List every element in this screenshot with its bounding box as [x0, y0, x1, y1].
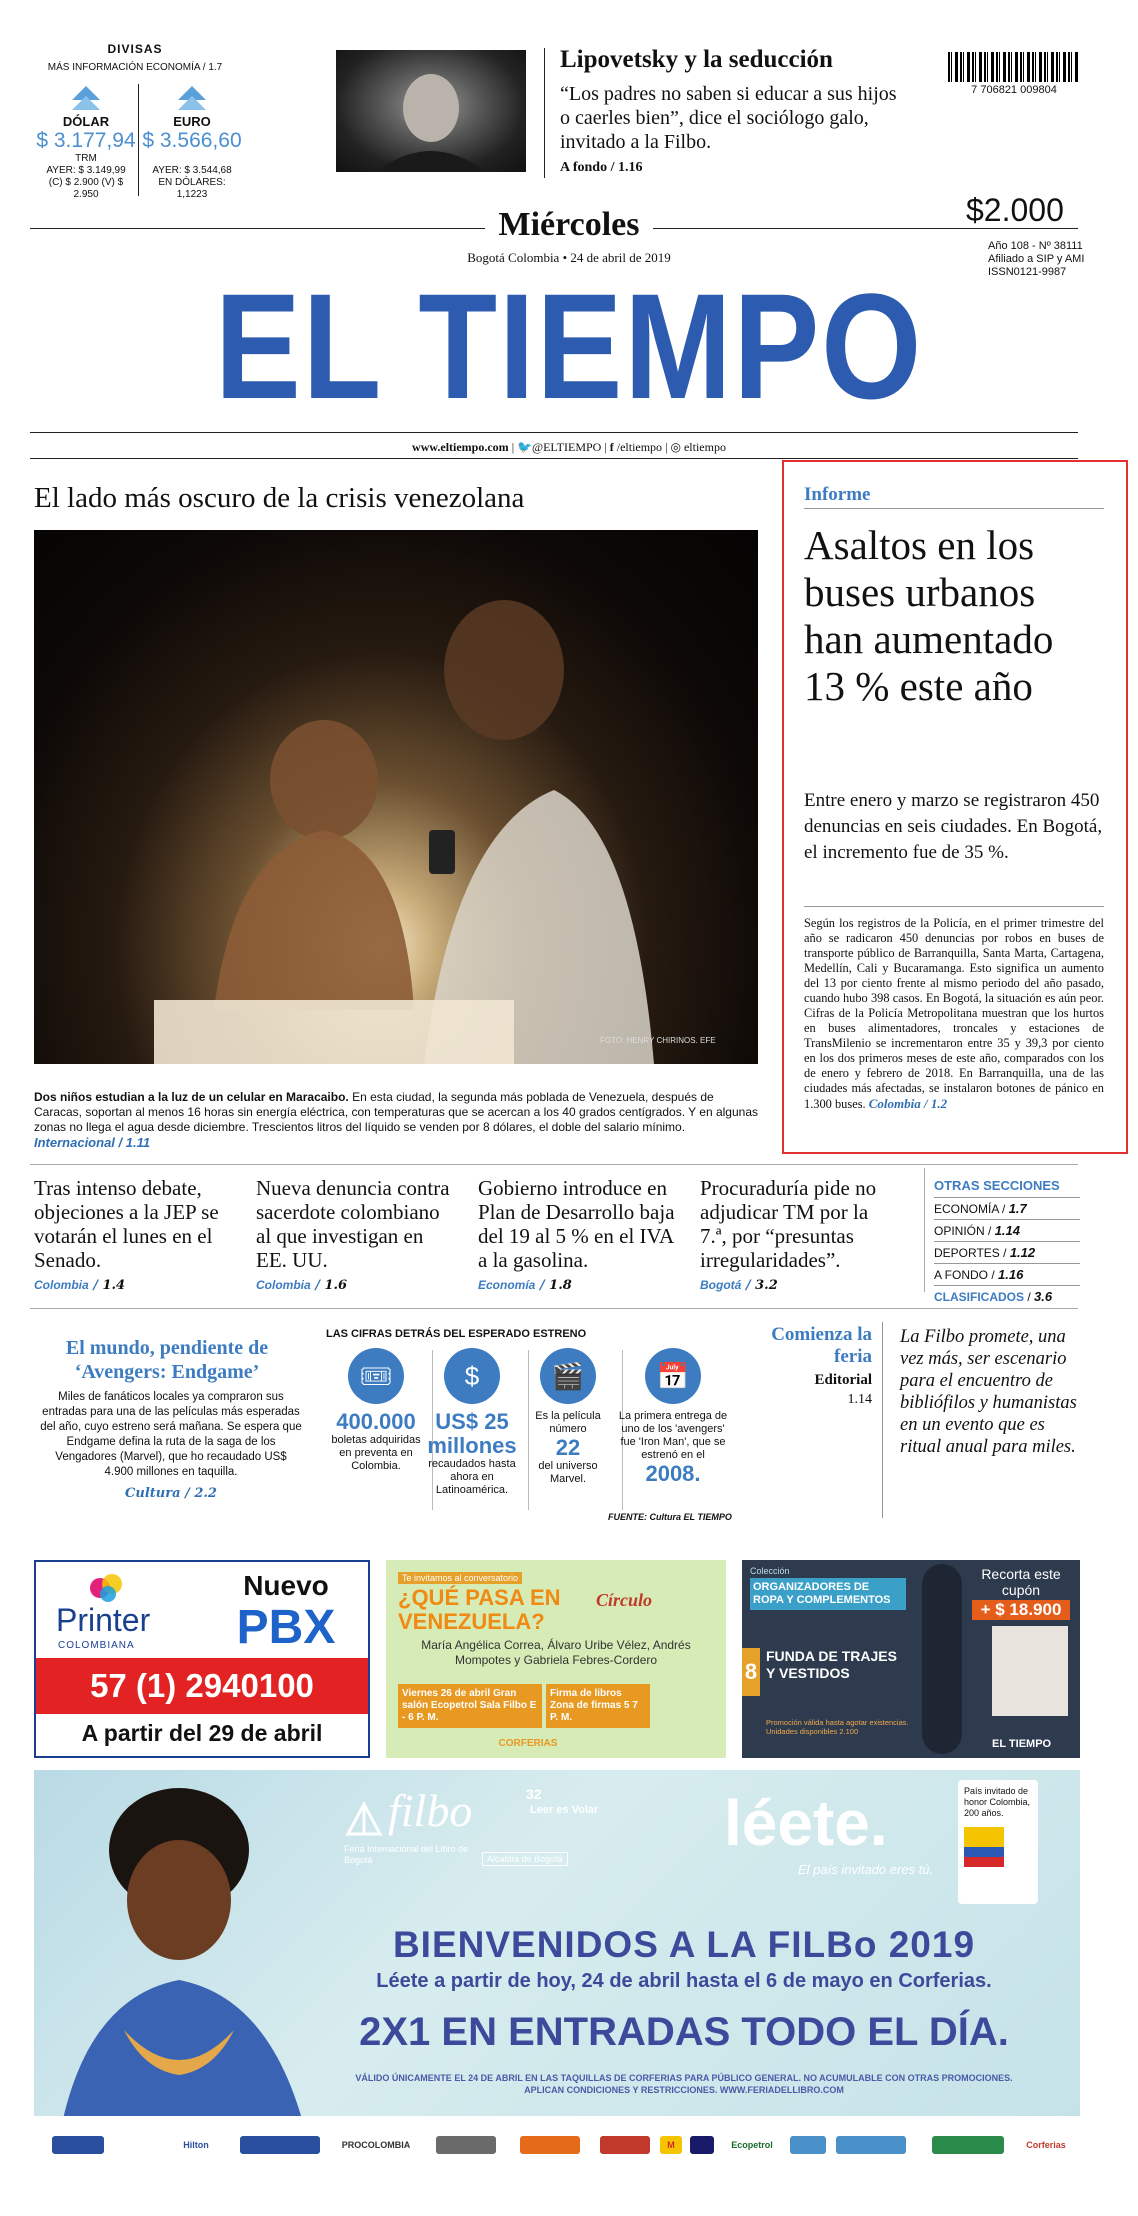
printer-nuevo: Nuevo: [243, 1570, 329, 1601]
coupon-top: Colección: [750, 1566, 790, 1576]
story-headline: Gobierno introduce en Plan de Desarrollo baja del 19 al 5 % en el IVA a la gasolina.: [478, 1176, 675, 1272]
dolar-value: $ 3.177,94: [36, 129, 136, 152]
dolar-block: [36, 86, 136, 201]
instagram-link[interactable]: eltiempo: [683, 440, 726, 454]
clapper-icon: 🎬: [540, 1348, 596, 1404]
money-icon: $: [444, 1348, 500, 1404]
filbo-leer: Leer es Volar: [530, 1804, 599, 1816]
otras-item-deportes[interactable]: DEPORTES / 1.12: [934, 1241, 1080, 1263]
venezuela-brand: Círculo: [596, 1590, 653, 1610]
up-arrow-icon: [36, 86, 136, 110]
otras-secciones: OTRAS SECCIONES ECONOMÍA / 1.7 OPINIÓN / 1.14 DEPORTES / 1.12 A FONDO / 1.16 CLASIFICADOS / 3.6: [934, 1178, 1080, 1307]
sponsor-logo: [836, 2136, 906, 2154]
editorial-label: Editorial: [814, 1372, 872, 1388]
informe-dek: Entre enero y marzo se registraron 450 denuncias en seis ciudades. En Bogotá, el incremento fue de 35 %.: [804, 790, 1103, 863]
teaser-quote: “Los padres no saben si educar a sus hijos o caerles bien”, dice el sociólogo galo, invitado a la Filbo.: [560, 83, 897, 153]
infographic-movie-number: 🎬 Es la película número 22 del universo Marvel.: [520, 1348, 616, 1486]
story-procuraduria[interactable]: Procuraduría pide no adjudicar TM por la 7.ª, por “presuntas irregularidades”. Bogotá / 3.2: [700, 1176, 900, 1293]
story-headline: Procuraduría pide no adjudicar TM por la 7.ª, por “presuntas irregularidades”.: [700, 1176, 877, 1272]
dolar-label: DÓLAR: [62, 114, 110, 129]
barcode-number: 7 706821 009804: [971, 84, 1057, 96]
euro-block: [142, 86, 242, 201]
lead-photo-credit: FOTO: HENRY CHIRINOS. EFE: [600, 1036, 716, 1045]
otras-item-clasificados[interactable]: CLASIFICADOS / 3.6: [934, 1285, 1080, 1307]
facebook-icon: f: [609, 440, 614, 454]
venezuela-invite: Te invitamos al conversatorio: [398, 1572, 522, 1584]
story-headline: Nueva denuncia contra sacerdote colombiano al que investigan en EE. UU.: [256, 1176, 450, 1272]
garment-bag-icon: [922, 1564, 962, 1754]
infographic-money: $ US$ 25 millones recaudados hasta ahora en Latinoamérica.: [422, 1348, 522, 1497]
sponsor-camara-comercio-logo: [932, 2136, 1004, 2154]
sponsor-logo: [690, 2136, 714, 2154]
sponsor-corferias: Corferias: [1016, 2136, 1076, 2154]
dolar-trm: TRM: [75, 153, 97, 164]
avengers-body: Miles de fanáticos locales ya compraron sus entradas para una de las películas más esperadas del año, cuyo estreno será mañana. Se espera que Endgame defina la ruta de la saga de los Vengadores (Marvel), que ho recaudado US$ 4.900 millones en taquilla.: [40, 1391, 302, 1478]
masthead-logo[interactable]: EL TIEMPO: [214, 262, 924, 430]
filbo-logo-icon: [344, 1798, 384, 1838]
instagram-icon: ◎: [670, 440, 681, 454]
up-arrow-icon: [142, 86, 242, 110]
twitter-link[interactable]: @ELTIEMPO: [532, 440, 602, 454]
filbo-h3: 2X1 EN ENTRADAS TODO EL DÍA.: [359, 2010, 1009, 2054]
masthead-day: Miércoles: [0, 206, 1138, 244]
otras-item-economia[interactable]: ECONOMÍA / 1.7: [934, 1197, 1080, 1219]
sponsor-logo: [600, 2136, 650, 2154]
sponsor-gov-logo-2: [240, 2136, 320, 2154]
filbo-wordmark: filbo: [388, 1785, 473, 1836]
lead-caption: Dos niños estudian a la luz de un celular en Maracaibo. En esta ciudad, la segunda más poblada de Venezuela, después de Caracas, soportan al menos 16 horas sin energía eléctrica, con temperaturas que se acercan a los 40 grados centígrados. Y en algunas zonas no llega el agua desde diciembre. Trescientos litros del líquido se venden por 8 dólares, el doble del salario mínimo. Internacional / 1.11: [34, 1090, 758, 1150]
coupon-number: 8: [742, 1648, 760, 1696]
venezuela-title: ¿QUÉ PASA EN VENEZUELA?: [398, 1585, 561, 1634]
filbo-fine-print: VÁLIDO ÚNICAMENTE EL 24 DE ABRIL EN LAS TAQUILLAS DE CORFERIAS PARA PÚBLICO GENERAL. NO ACUMULABLE CON OTRAS PROMOCIONES. APLICAN CONDICIONES Y RESTRICCIONES. WWW.FERIADELLIBRO.COM: [355, 2073, 1013, 2095]
story-headline: Tras intenso debate, objeciones a la JEP se votarán el lunes en el Senado.: [34, 1176, 219, 1272]
dolar-compra-venta: (C) $ 2.900 (V) $ 2.950: [48, 177, 124, 200]
sponsor-camara-logo: [436, 2136, 496, 2154]
story-iva[interactable]: Gobierno introduce en Plan de Desarrollo baja del 19 al 5 % en el IVA a la gasolina. Economía / 1.8: [478, 1176, 678, 1293]
informe-kicker: Informe: [804, 484, 871, 505]
twitter-icon: 🐦: [517, 440, 533, 454]
ad-filbo[interactable]: [34, 1770, 1080, 2172]
lead-headline[interactable]: El lado más oscuro de la crisis venezolana: [34, 482, 525, 514]
divisas-more: MÁS INFORMACIÓN ECONOMÍA / 1.7: [47, 62, 223, 73]
filbo-alcaldia: Alcaldía de Bogotá: [482, 1852, 568, 1866]
filbo-leete-sub: El país invitado eres tú.: [798, 1862, 934, 1877]
lead-ref[interactable]: Internacional / 1.11: [34, 1135, 151, 1150]
sponsor-logo: [790, 2136, 826, 2154]
sponsor-gov-logo: [52, 2136, 104, 2154]
coupon-price: + $ 18.900: [972, 1600, 1070, 1620]
filbo-h1: BIENVENIDOS A LA FILBo 2019: [392, 1924, 976, 1965]
euro-label: EURO: [173, 114, 211, 129]
filbo-model-illustration: [34, 1770, 334, 2172]
dolar-ayer: AYER: $ 3.149,99: [46, 165, 126, 176]
masthead-meta: Año 108 - Nº 38111 Afiliado a SIP y AMI ISSN0121-9987: [988, 240, 1085, 278]
filbo-feria: Feria Internacional del Libro de Bogotá: [344, 1844, 469, 1865]
sponsor-hilton: Hilton: [166, 2136, 226, 2154]
sponsor-logo: [520, 2136, 580, 2154]
masthead-date: Bogotá Colombia • 24 de abril de 2019: [467, 250, 671, 265]
avengers-headline[interactable]: El mundo, pendiente de ‘Avengers: Endgame’: [65, 1337, 269, 1383]
teaser-title[interactable]: Lipovetsky y la seducción: [560, 46, 833, 73]
coupon-promo: Promoción válida hasta agotar existencias. Unidades disponibles 2.100: [766, 1718, 909, 1736]
infographic-first-film: 📅 La primera entrega de uno de los 'avengers' fue 'Iron Man', que se estrenó en el 2008.: [618, 1348, 728, 1486]
venezuela-speakers: María Angélica Correa, Álvaro Uribe Vélez, Andrés Mompotes y Gabriela Febres-Cordero: [421, 1638, 691, 1667]
ad-coupon[interactable]: [742, 1560, 1080, 1758]
coupon-item: FUNDA DE TRAJES Y VESTIDOS: [766, 1648, 897, 1681]
mcdonalds-icon: M: [660, 2136, 682, 2154]
venezuela-firma: Firma de libros Zona de firmas 5 7 P. M.: [546, 1684, 650, 1728]
filbo-invitado-badge: País invitado de honor Colombia, 200 años.: [958, 1780, 1038, 1904]
printer-logo-icon: [86, 1572, 130, 1602]
avengers-ref[interactable]: Cultura / 2.2: [125, 1486, 217, 1501]
informe-ref[interactable]: Colombia / 1.2: [868, 1096, 948, 1111]
otras-item-afondo[interactable]: A FONDO / 1.16: [934, 1263, 1080, 1285]
children-studying-illustration: [34, 530, 758, 1064]
lead-photo: [34, 530, 758, 1064]
venezuela-venue: CORFERIAS: [498, 1738, 558, 1749]
informe-body: Según los registros de la Policía, en el primer trimestre del año se radicaron 450 denuncias por robos en buses de transporte público de Barranquilla, Santa Marta, Cartagena, Medellín, Cali y Bucaramanga. Esto significa un aumento del 13 por ciento frente al mismo periodo del año pasado, cuando hubo 398 casos. En Bogotá, la situación es aún peor. Cifras de la Policía Metropolitana muestran que los hurtos en buses alimentadores, troncales y estaciones de TransMilenio se incrementaron entre 35 y 39,3 por ciento en los dos primeros meses de este año, comparados con los de enero y febrero de 2018. En Barranquilla, una de las ciudades más afectadas, se instalaron botones de pánico en 1.300 buses. Colombia / 1.2: [804, 916, 1104, 1111]
informe-headline[interactable]: Asaltos en los buses urbanos han aumentado 13 % este año: [804, 522, 1054, 709]
filbo-leete: léete.: [724, 1787, 888, 1859]
coupon-brand: EL TIEMPO: [992, 1738, 1052, 1750]
facebook-link[interactable]: /eltiempo: [616, 440, 663, 454]
filbo-h2: Léete a partir de hoy, 24 de abril hasta el 6 de mayo en Corferias.: [376, 1970, 992, 1992]
website-link[interactable]: www.eltiempo.com: [412, 440, 509, 454]
infographic-tickets: 🎟 400.000 boletas adquiridas en preventa en Colombia.: [326, 1348, 426, 1473]
euro-value: $ 3.566,60: [142, 129, 242, 152]
portrait-silhouette: [336, 50, 526, 172]
calendar-icon: 📅: [645, 1348, 701, 1404]
editorial-text: La Filbo promete, una vez más, ser escenario para el encuentro de bibliófilos y humanistas en un evento que es ritual anual para miles.: [900, 1327, 1077, 1457]
coupon-title: ORGANIZADORES DE ROPA Y COMPLEMENTOS: [750, 1578, 906, 1610]
coupon-product-image: [992, 1626, 1068, 1716]
printer-pbx: PBX: [236, 1601, 336, 1654]
price: $2.000: [966, 192, 1064, 228]
editorial-headline[interactable]: Comienza la feria: [771, 1324, 872, 1367]
divisas-title: DIVISAS: [107, 42, 163, 56]
printer-brand: Printer: [56, 1602, 151, 1638]
social-bar: www.eltiempo.com | 🐦@ELTIEMPO | f /eltiempo | ◎ eltiempo: [412, 440, 726, 454]
ad-venezuela[interactable]: [386, 1560, 726, 1758]
printer-phone[interactable]: 57 (1) 2940100: [36, 1658, 368, 1714]
ad-printer[interactable]: [34, 1560, 370, 1758]
ticket-icon: 🎟: [348, 1348, 404, 1404]
story-sacerdote[interactable]: Nueva denuncia contra sacerdote colombiano al que investigan en EE. UU. Colombia / 1.6: [256, 1176, 456, 1293]
printer-brand-sub: COLOMBIANA: [58, 1640, 135, 1651]
sponsor-ecopetrol: Ecopetrol: [722, 2136, 782, 2154]
coupon-recorta: Recorta este cupón: [981, 1566, 1061, 1598]
lipovetsky-photo: [336, 50, 526, 172]
filbo-edition: 32: [526, 1786, 542, 1802]
otras-item-opinion[interactable]: OPINIÓN / 1.14: [934, 1219, 1080, 1241]
venezuela-when: Viernes 26 de abril Gran salón Ecopetrol Sala Filbo E - 6 P. M.: [398, 1684, 542, 1728]
story-jep[interactable]: Tras intenso debate, objeciones a la JEP se votarán el lunes en el Senado. Colombia / 1.4: [34, 1176, 234, 1293]
teaser-ref[interactable]: A fondo / 1.16: [560, 160, 643, 175]
infographic-source: FUENTE: Cultura EL TIEMPO: [608, 1512, 732, 1522]
euro-usd: EN DÓLARES: 1,1223: [158, 177, 226, 200]
printer-date: A partir del 29 de abril: [81, 1720, 323, 1746]
editorial-page: 1.14: [847, 1392, 872, 1407]
sponsor-procolombia: PROCOLOMBIA: [336, 2136, 416, 2154]
euro-ayer: AYER: $ 3.544,68: [152, 165, 232, 176]
colombia-flag-icon: [964, 1827, 1004, 1867]
infographic-title: LAS CIFRAS DETRÁS DEL ESPERADO ESTRENO: [326, 1328, 587, 1340]
barcode: [948, 52, 1080, 82]
